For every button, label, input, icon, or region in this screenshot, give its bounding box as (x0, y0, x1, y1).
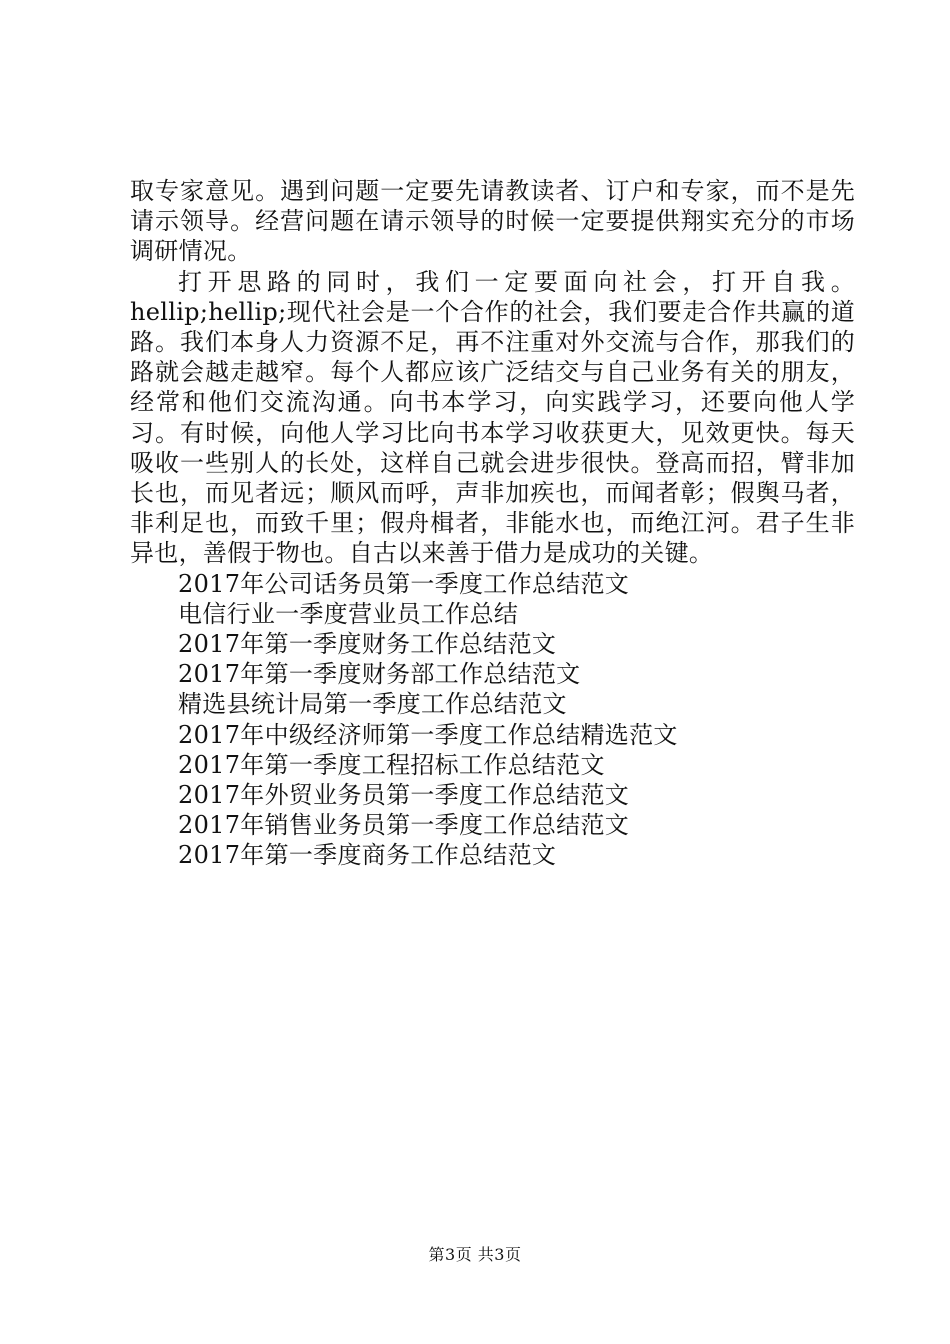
paragraph-open-minded: 打开思路的同时，我们一定要面向社会，打开自我。hellip;hellip;现代社会是一个合作的社会，我们要走合作共赢的道路。我们本身人力资源不足，再不注重对外交流与合作，那我们的路就会越走越窄。每个人都应该广泛结交与自己业务有关的朋友，经常和他们交流沟通。向书本学习，向实践学习，还要向他人学习。有时候，向他人学习比向书本学习收获更大，见效更快。每天吸收一些别人的长处，这样自己就会进步很快。登高而招，臂非加长也，而见者远；顺风而呼，声非加疾也，而闻者彰；假舆马者，非利足也，而致千里；假舟楫者，非能水也，而绝江河。君子生非异也，善假于物也。自古以来善于借力是成功的关键。 (130, 267, 855, 568)
related-article-link[interactable]: 2017年销售业务员第一季度工作总结范文 (178, 811, 630, 840)
related-article-link[interactable]: 2017年中级经济师第一季度工作总结精选范文 (178, 720, 678, 749)
related-article-link[interactable]: 2017年外贸业务员第一季度工作总结范文 (178, 781, 630, 810)
related-article-link[interactable]: 2017年第一季度商务工作总结范文 (178, 841, 557, 870)
document-body (130, 176, 855, 871)
related-article-link[interactable]: 2017年第一季度工程招标工作总结范文 (178, 750, 605, 779)
related-articles-list (130, 569, 855, 871)
related-article-link[interactable]: 2017年公司话务员第一季度工作总结范文 (178, 569, 630, 598)
related-article-link[interactable]: 精选县统计局第一季度工作总结范文 (178, 690, 567, 719)
paragraph-continuation: 取专家意见。遇到问题一定要先请教读者、订户和专家，而不是先请示领导。经营问题在请示领导的时候一定要提供翔实充分的市场调研情况。 (130, 177, 855, 266)
related-article-link[interactable]: 2017年第一季度财务工作总结范文 (178, 630, 557, 659)
page-number-indicator: 第3页 共3页 (428, 1245, 522, 1264)
page-footer (0, 1245, 950, 1265)
related-article-link[interactable]: 电信行业一季度营业员工作总结 (178, 599, 519, 628)
related-article-link[interactable]: 2017年第一季度财务部工作总结范文 (178, 660, 581, 689)
